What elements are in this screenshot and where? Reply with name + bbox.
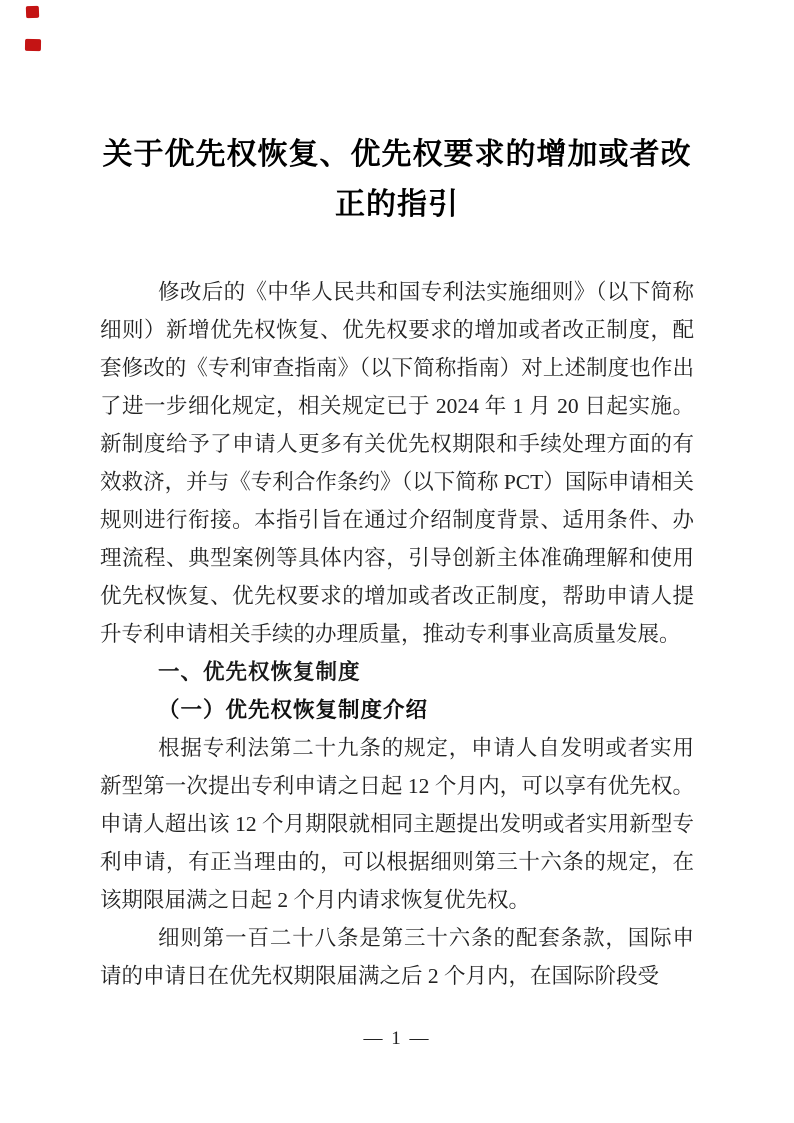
red-annotation-mark-bottom	[25, 39, 41, 51]
page-number: — 1 —	[363, 1028, 431, 1049]
paragraph-introduction: 修改后的《中华人民共和国专利法实施细则》（以下简称细则）新增优先权恢复、优先权要求的增加或者改正制度，配套修改的《专利审查指南》（以下简称指南）对上述制度也作出了进一步细化规定，相关规定已于 2024 年 1 月 20 日起实施。新制度给予了申请人更多有关优先权期限和手续处理方面的有效救济，并与《专利合作条约》（以下简称 PCT）国际申请相关规则进行衔接。本指引旨在通过介绍制度背景、适用条件、办理流程、典型案例等具体内容，引导创新主体准确理解和使用优先权恢复、优先权要求的增加或者改正制度，帮助申请人提升专利申请相关手续的办理质量，推动专利事业高质量发展。	[100, 280, 694, 646]
document-title-line-1: 关于优先权恢复、优先权要求的增加或者改	[102, 138, 692, 171]
section-heading-level1: 一、优先权恢复制度	[158, 660, 361, 684]
paragraph-priority-restoration: 根据专利法第二十九条的规定，申请人自发明或者实用新型第一次提出专利申请之日起 12 个月内，可以享有优先权。申请人超出该 12 个月期限就相同主题提出发明或者实用新型专利申请，有正当理由的，可以根据细则第三十六条的规定，在该期限届满之日起 2 个月内请求恢复优先权。	[100, 736, 694, 912]
page-footer	[0, 1028, 794, 1050]
document-body	[100, 273, 694, 995]
document-title-line-2: 正的指引	[335, 188, 459, 221]
document-title	[100, 130, 694, 230]
section-heading-level2: （一）优先权恢复制度介绍	[158, 698, 429, 722]
red-annotation-mark-top	[26, 6, 39, 18]
paragraph-rule-128: 细则第一百二十八条是第三十六条的配套条款，国际申请的申请日在优先权期限届满之后 2 个月内，在国际阶段受	[100, 926, 694, 988]
